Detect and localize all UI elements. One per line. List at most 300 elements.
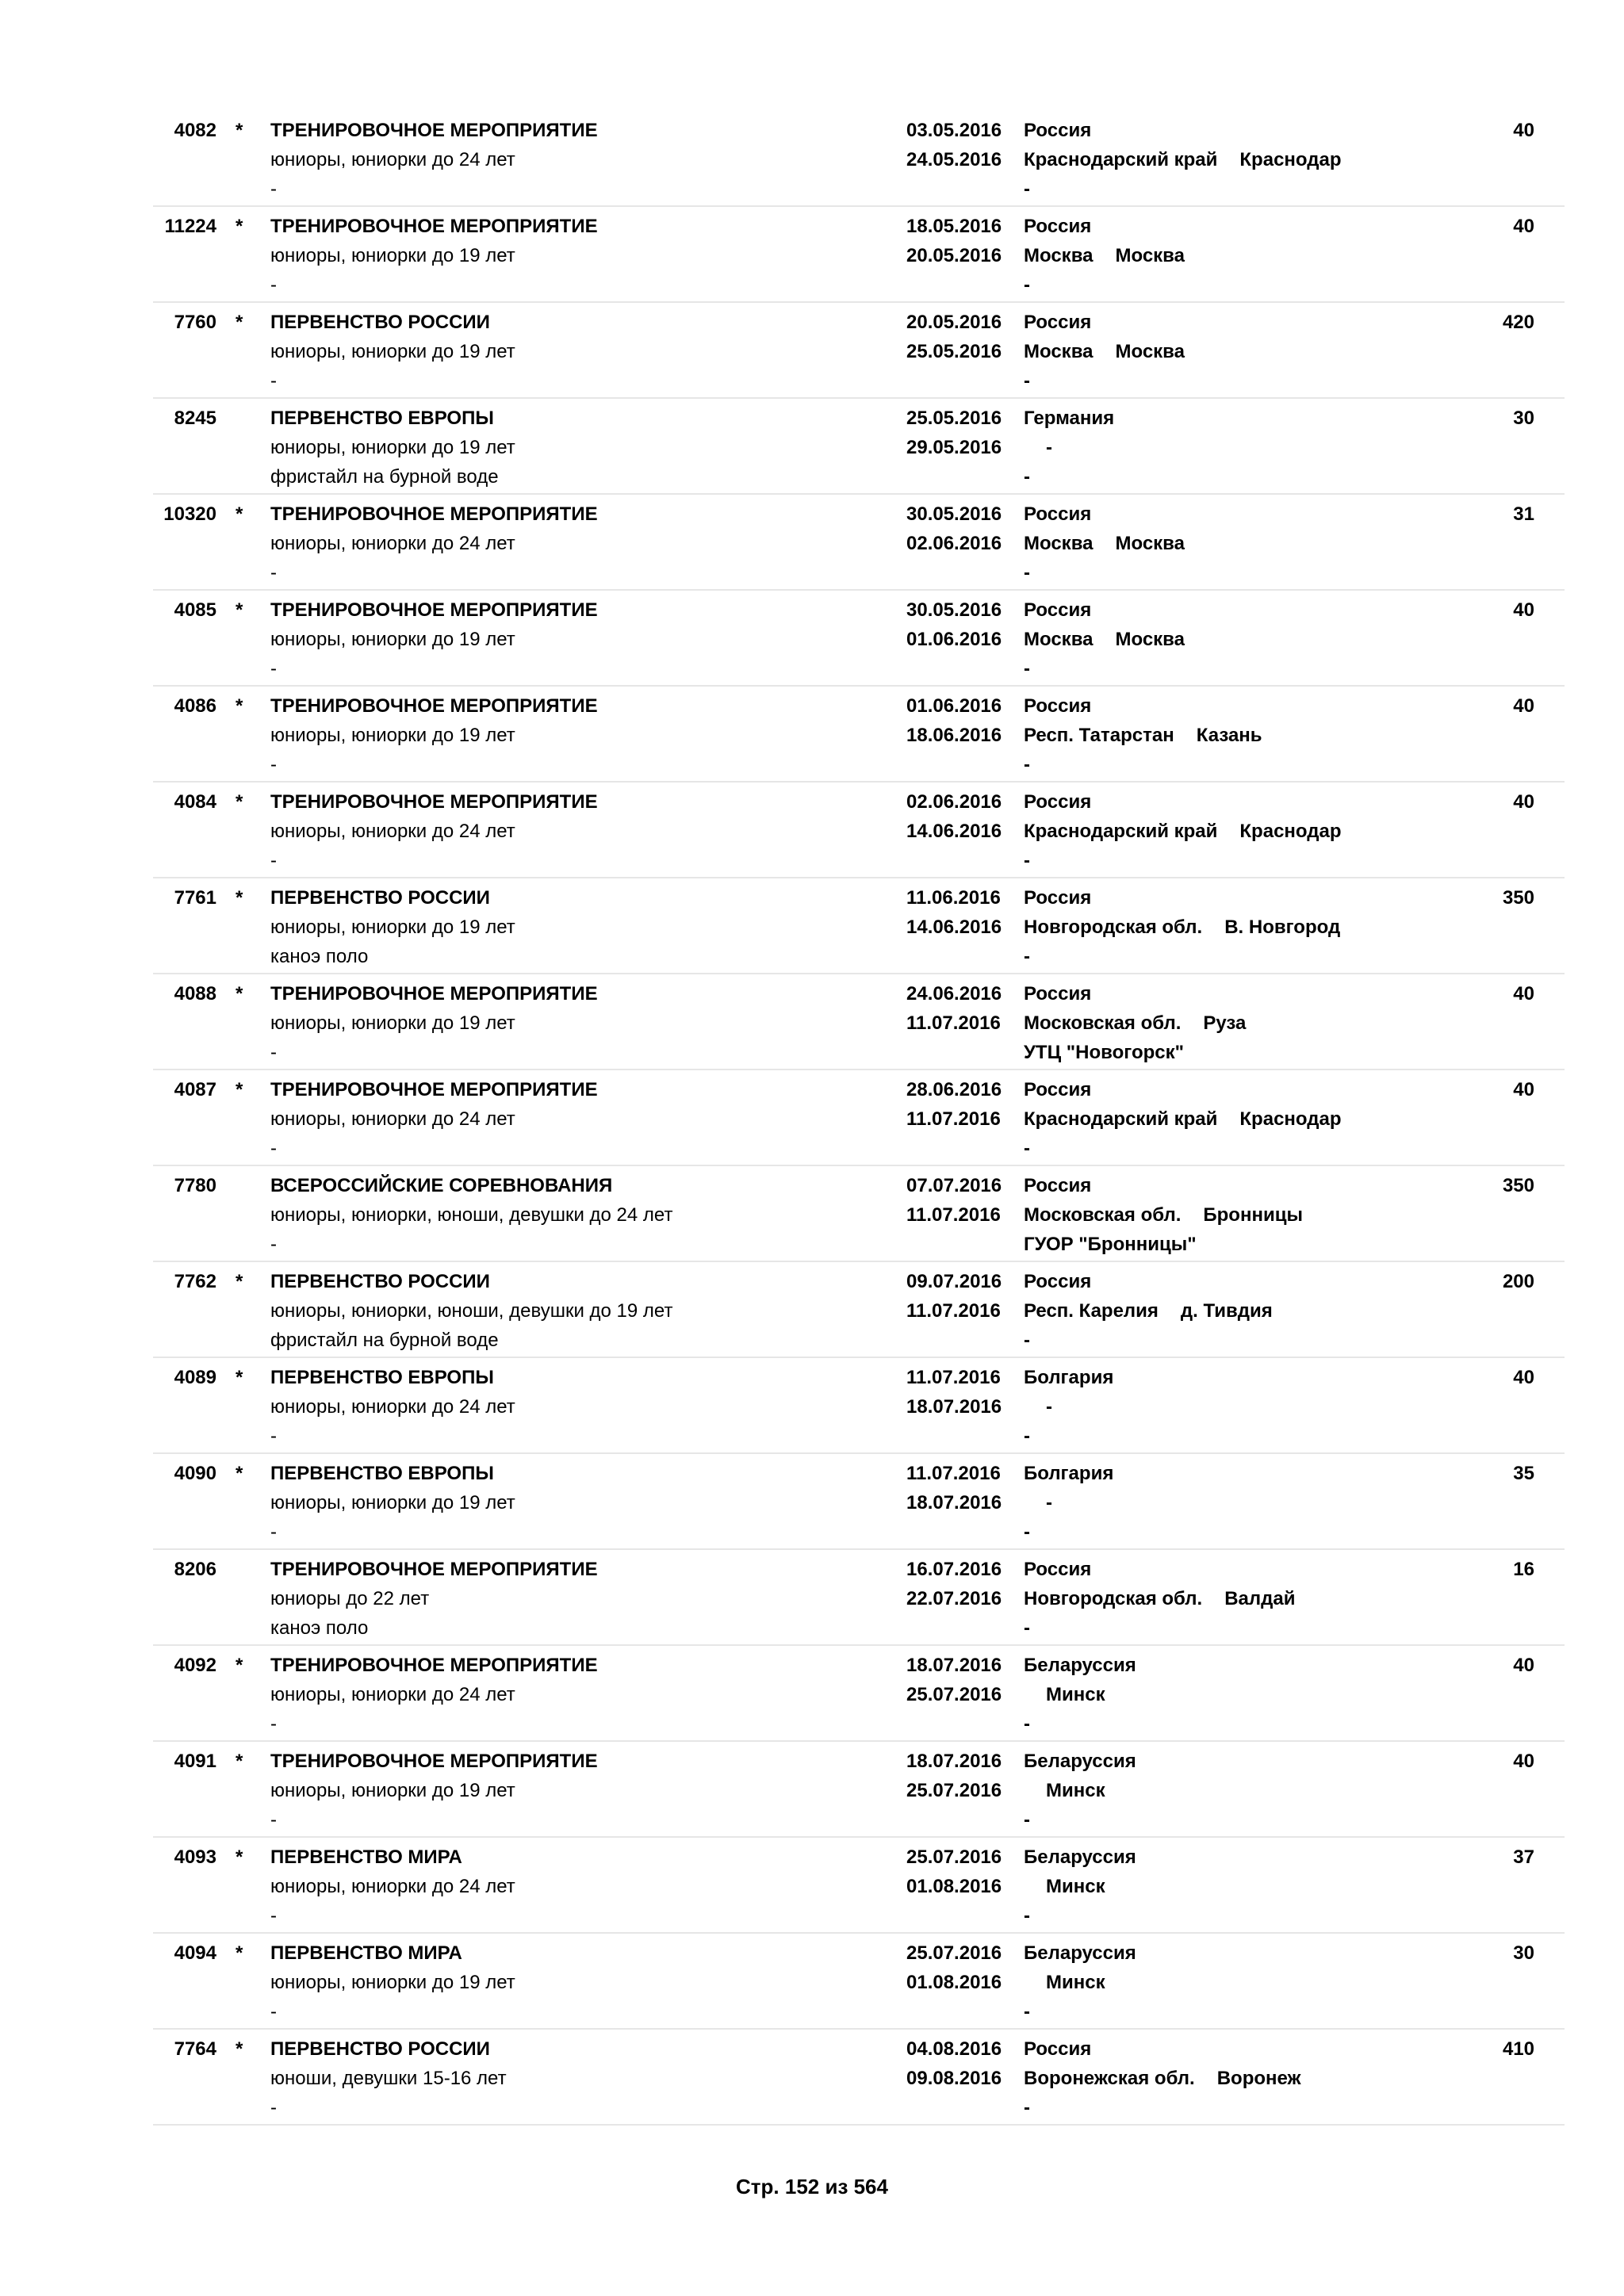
event-info [270, 1363, 515, 1451]
event-discipline: - [270, 850, 277, 871]
event-row [153, 1358, 1565, 1454]
event-category: юниоры, юниорки до 19 лет [270, 1780, 515, 1801]
event-country: Беларуссия [1024, 1655, 1136, 1676]
event-city: - [1046, 1492, 1052, 1513]
event-title: ТРЕНИРОВОЧНОЕ МЕРОПРИЯТИЕ [270, 1751, 598, 1772]
event-region-city [1024, 721, 1262, 750]
event-start-date: 18.07.2016 [906, 1655, 1002, 1676]
event-discipline: - [270, 2001, 277, 2022]
event-city: Краснодар [1239, 149, 1342, 170]
event-venue: - [1024, 1617, 1030, 1639]
event-discipline: - [270, 370, 277, 392]
event-venue: - [1024, 1425, 1030, 1447]
event-row [153, 783, 1565, 878]
event-city: Бронницы [1203, 1204, 1303, 1226]
event-title: ТРЕНИРОВОЧНОЕ МЕРОПРИЯТИЕ [270, 503, 598, 525]
event-discipline: - [270, 2097, 277, 2118]
event-start-date: 07.07.2016 [906, 1175, 1002, 1196]
event-start-date: 24.06.2016 [906, 983, 1002, 1004]
event-title: ТРЕНИРОВОЧНОЕ МЕРОПРИЯТИЕ [270, 1559, 598, 1580]
event-city: Москва [1115, 533, 1185, 554]
event-region-city [1024, 1776, 1136, 1805]
event-region-city [1024, 1584, 1295, 1613]
event-category: юниоры, юниорки до 24 лет [270, 533, 515, 554]
event-discipline: каноэ поло [270, 946, 369, 967]
event-title: ТРЕНИРОВОЧНОЕ МЕРОПРИЯТИЕ [270, 1079, 598, 1100]
event-country: Россия [1024, 1079, 1092, 1100]
event-location [1024, 308, 1185, 396]
event-participant-count: 350 [1502, 887, 1534, 909]
event-row [153, 1262, 1565, 1358]
event-city: Краснодар [1239, 821, 1342, 842]
event-dates [906, 212, 1002, 270]
event-region-city [1024, 1296, 1273, 1326]
event-category: юниоры, юниорки до 24 лет [270, 1876, 515, 1897]
event-end-date: 25.07.2016 [906, 1684, 1002, 1705]
event-category: юноши, девушки 15-16 лет [270, 2068, 507, 2089]
event-star-marker: * [236, 887, 243, 909]
event-id: 7780 [174, 1175, 216, 1196]
event-category: юниоры, юниорки до 24 лет [270, 1684, 515, 1705]
event-title: ПЕРВЕНСТВО РОССИИ [270, 1271, 490, 1292]
event-start-date: 11.07.2016 [906, 1463, 1001, 1484]
event-location [1024, 2034, 1301, 2122]
event-id: 7762 [174, 1271, 216, 1292]
event-row [153, 1166, 1565, 1262]
event-id: 4089 [174, 1367, 216, 1388]
event-region-city [1024, 1392, 1113, 1422]
event-dates [906, 1267, 1002, 1326]
event-end-date: 22.07.2016 [906, 1588, 1002, 1609]
event-info [270, 116, 598, 204]
event-dates [906, 1843, 1002, 1901]
event-row [153, 111, 1565, 207]
event-info [270, 1459, 515, 1547]
event-venue: ГУОР "Бронницы" [1024, 1234, 1197, 1255]
event-title: ПЕРВЕНСТВО ЕВРОПЫ [270, 1367, 494, 1388]
event-title: ПЕРВЕНСТВО РОССИИ [270, 312, 490, 333]
event-participant-count: 40 [1513, 1655, 1534, 1676]
event-participant-count: 30 [1513, 1942, 1534, 1964]
event-venue: - [1024, 1905, 1030, 1927]
event-title: ПЕРВЕНСТВО ЕВРОПЫ [270, 1463, 494, 1484]
event-location [1024, 1843, 1136, 1931]
event-venue: - [1024, 1138, 1030, 1159]
event-end-date: 11.07.2016 [906, 1108, 1001, 1130]
event-start-date: 03.05.2016 [906, 120, 1002, 141]
event-start-date: 18.07.2016 [906, 1751, 1002, 1772]
event-id: 4084 [174, 791, 216, 813]
event-country: Германия [1024, 408, 1115, 429]
event-id: 11224 [164, 216, 216, 237]
event-id: 4090 [174, 1463, 216, 1484]
event-start-date: 30.05.2016 [906, 503, 1002, 525]
event-discipline: - [270, 1425, 277, 1447]
event-dates [906, 1363, 1002, 1422]
event-id: 4087 [174, 1079, 216, 1100]
event-star-marker: * [236, 1655, 243, 1676]
event-country: Россия [1024, 2038, 1092, 2060]
event-star-marker: * [236, 983, 243, 1004]
event-title: ТРЕНИРОВОЧНОЕ МЕРОПРИЯТИЕ [270, 1655, 598, 1676]
event-row [153, 303, 1565, 399]
event-participant-count: 40 [1513, 120, 1534, 141]
event-region: Москва [1024, 629, 1094, 650]
event-end-date: 11.07.2016 [906, 1012, 1001, 1034]
event-dates [906, 2034, 1002, 2093]
event-dates [906, 308, 1002, 366]
event-end-date: 18.06.2016 [906, 725, 1002, 746]
event-title: ПЕРВЕНСТВО МИРА [270, 1846, 462, 1868]
event-dates [906, 404, 1002, 462]
event-venue: - [1024, 946, 1030, 967]
event-venue: - [1024, 850, 1030, 871]
event-title: ТРЕНИРОВОЧНОЕ МЕРОПРИЯТИЕ [270, 791, 598, 813]
event-title: ТРЕНИРОВОЧНОЕ МЕРОПРИЯТИЕ [270, 120, 598, 141]
event-region: Московская обл. [1024, 1204, 1182, 1226]
event-start-date: 11.06.2016 [906, 887, 1001, 909]
event-region: Новгородская обл. [1024, 1588, 1203, 1609]
event-row [153, 399, 1565, 495]
event-region: Респ. Татарстан [1024, 725, 1174, 746]
event-location [1024, 1267, 1273, 1355]
event-info [270, 691, 598, 779]
event-star-marker: * [236, 216, 243, 237]
event-city: Москва [1115, 629, 1185, 650]
event-venue: - [1024, 1521, 1030, 1543]
event-title: ПЕРВЕНСТВО РОССИИ [270, 887, 490, 909]
event-region-city [1024, 433, 1114, 462]
event-star-marker: * [236, 791, 243, 813]
event-info [270, 1075, 598, 1163]
event-city: - [1046, 1396, 1052, 1418]
event-participant-count: 410 [1502, 2038, 1534, 2060]
event-location [1024, 1747, 1136, 1835]
event-category: юниоры, юниорки до 19 лет [270, 1492, 515, 1513]
event-country: Россия [1024, 1271, 1092, 1292]
event-city: Краснодар [1239, 1108, 1342, 1130]
event-city: Минск [1046, 1780, 1105, 1801]
event-title: ПЕРВЕНСТВО МИРА [270, 1942, 462, 1964]
event-start-date: 04.08.2016 [906, 2038, 1002, 2060]
event-location [1024, 979, 1246, 1067]
event-participant-count: 40 [1513, 216, 1534, 237]
event-end-date: 02.06.2016 [906, 533, 1002, 554]
event-id: 8206 [174, 1559, 216, 1580]
event-region-city [1024, 337, 1185, 366]
event-region-city [1024, 1680, 1136, 1709]
event-dates [906, 116, 1002, 174]
event-location [1024, 1363, 1113, 1451]
event-city: Москва [1115, 341, 1185, 362]
event-participant-count: 16 [1513, 1559, 1534, 1580]
event-end-date: 14.06.2016 [906, 821, 1002, 842]
event-region-city [1024, 1488, 1113, 1517]
event-row [153, 2030, 1565, 2126]
event-title: ТРЕНИРОВОЧНОЕ МЕРОПРИЯТИЕ [270, 695, 598, 717]
event-star-marker: * [236, 1079, 243, 1100]
event-region: Респ. Карелия [1024, 1300, 1159, 1322]
event-participant-count: 420 [1502, 312, 1534, 333]
event-row [153, 1838, 1565, 1934]
event-venue: - [1024, 466, 1030, 488]
event-category: юниоры, юниорки до 19 лет [270, 629, 515, 650]
event-city: д. Тивдия [1180, 1300, 1273, 1322]
event-discipline: - [270, 274, 277, 296]
event-region: Москва [1024, 245, 1094, 266]
event-country: Беларуссия [1024, 1846, 1136, 1868]
event-star-marker: * [236, 695, 243, 717]
event-location [1024, 691, 1262, 779]
event-participant-count: 350 [1502, 1175, 1534, 1196]
event-info [270, 2034, 507, 2122]
event-id: 4085 [174, 599, 216, 621]
event-region: Воронежская обл. [1024, 2068, 1195, 2089]
event-row [153, 687, 1565, 783]
event-info [270, 979, 598, 1067]
event-end-date: 11.07.2016 [906, 1204, 1001, 1226]
event-id: 4086 [174, 695, 216, 717]
event-country: Россия [1024, 1175, 1092, 1196]
event-country: Россия [1024, 695, 1092, 717]
event-id: 7764 [174, 2038, 216, 2060]
event-location [1024, 1555, 1295, 1643]
event-start-date: 11.07.2016 [906, 1367, 1001, 1388]
event-venue: - [1024, 754, 1030, 775]
event-end-date: 01.08.2016 [906, 1876, 1002, 1897]
event-discipline: - [270, 562, 277, 584]
event-id: 7761 [174, 887, 216, 909]
event-id: 7760 [174, 312, 216, 333]
event-discipline: - [270, 1138, 277, 1159]
event-end-date: 18.07.2016 [906, 1492, 1002, 1513]
event-region-city [1024, 817, 1342, 846]
event-dates [906, 1075, 1002, 1134]
event-category: юниоры, юниорки до 19 лет [270, 437, 515, 458]
event-info [270, 1555, 598, 1643]
event-star-marker: * [236, 1367, 243, 1388]
event-city: Москва [1115, 245, 1185, 266]
event-region-city [1024, 1968, 1136, 1997]
event-start-date: 25.05.2016 [906, 408, 1002, 429]
event-city: Руза [1203, 1012, 1247, 1034]
event-start-date: 28.06.2016 [906, 1079, 1002, 1100]
event-participant-count: 37 [1513, 1846, 1534, 1868]
event-discipline: фристайл на бурной воде [270, 466, 499, 488]
event-dates [906, 979, 1002, 1038]
event-star-marker: * [236, 503, 243, 525]
event-dates [906, 1747, 1002, 1805]
event-country: Беларуссия [1024, 1942, 1136, 1964]
event-discipline: - [270, 754, 277, 775]
event-category: юниоры, юниорки, юноши, девушки до 24 лет [270, 1204, 673, 1226]
event-discipline: - [270, 1905, 277, 1927]
event-venue: УТЦ "Новогорск" [1024, 1042, 1184, 1063]
event-location [1024, 1651, 1136, 1739]
event-star-marker: * [236, 1463, 243, 1484]
event-end-date: 25.07.2016 [906, 1780, 1002, 1801]
event-country: Болгария [1024, 1367, 1114, 1388]
event-participant-count: 40 [1513, 983, 1534, 1004]
event-id: 4091 [174, 1751, 216, 1772]
event-dates [906, 1459, 1002, 1517]
event-participant-count: 30 [1513, 408, 1534, 429]
event-id: 4088 [174, 983, 216, 1004]
event-category: юниоры, юниорки до 24 лет [270, 1396, 515, 1418]
event-participant-count: 40 [1513, 599, 1534, 621]
event-city: Казань [1196, 725, 1262, 746]
event-discipline: - [270, 1521, 277, 1543]
event-city: Минск [1046, 1876, 1105, 1897]
event-dates [906, 1651, 1002, 1709]
event-end-date: 09.08.2016 [906, 2068, 1002, 2089]
event-id: 4082 [174, 120, 216, 141]
event-dates [906, 787, 1002, 846]
event-location [1024, 116, 1342, 204]
event-discipline: - [270, 1809, 277, 1831]
event-row [153, 591, 1565, 687]
event-star-marker: * [236, 599, 243, 621]
page-number: Стр. 152 из 564 [736, 2175, 888, 2198]
event-participant-count: 40 [1513, 791, 1534, 813]
event-info [270, 212, 598, 300]
event-title: ВСЕРОССИЙСКИЕ СОРЕВНОВАНИЯ [270, 1175, 613, 1196]
event-info [270, 308, 515, 396]
event-row [153, 1070, 1565, 1166]
event-location [1024, 1938, 1136, 2026]
event-category: юниоры, юниорки до 19 лет [270, 341, 515, 362]
event-region: Москва [1024, 341, 1094, 362]
event-location [1024, 1171, 1303, 1259]
event-region: Московская обл. [1024, 1012, 1182, 1034]
event-row [153, 1550, 1565, 1646]
event-row [153, 1934, 1565, 2030]
event-dates [906, 595, 1002, 654]
event-end-date: 01.06.2016 [906, 629, 1002, 650]
event-start-date: 01.06.2016 [906, 695, 1002, 717]
event-category: юниоры, юниорки до 19 лет [270, 916, 515, 938]
event-country: Россия [1024, 791, 1092, 813]
event-id: 8245 [174, 408, 216, 429]
event-category: юниоры, юниорки, юноши, девушки до 19 лет [270, 1300, 673, 1322]
event-location [1024, 595, 1185, 683]
event-venue: - [1024, 274, 1030, 296]
event-discipline: - [270, 1042, 277, 1063]
event-end-date: 29.05.2016 [906, 437, 1002, 458]
event-region: Краснодарский край [1024, 1108, 1218, 1130]
event-category: юниоры, юниорки до 24 лет [270, 821, 515, 842]
event-participant-count: 40 [1513, 1751, 1534, 1772]
event-location [1024, 1459, 1113, 1547]
event-start-date: 20.05.2016 [906, 312, 1002, 333]
event-city: Валдай [1224, 1588, 1296, 1609]
event-location [1024, 404, 1114, 492]
event-region: Москва [1024, 533, 1094, 554]
event-start-date: 02.06.2016 [906, 791, 1002, 813]
event-info [270, 1843, 515, 1931]
event-country: Россия [1024, 1559, 1092, 1580]
event-info [270, 1171, 672, 1259]
event-discipline: - [270, 178, 277, 200]
event-region-city [1024, 1872, 1136, 1901]
event-discipline: - [270, 1713, 277, 1735]
event-discipline: - [270, 1234, 277, 1255]
event-dates [906, 1555, 1002, 1613]
event-row [153, 207, 1565, 303]
event-region-city [1024, 241, 1185, 270]
event-start-date: 16.07.2016 [906, 1559, 1002, 1580]
event-country: Россия [1024, 503, 1092, 525]
event-star-marker: * [236, 2038, 243, 2060]
event-location [1024, 1075, 1342, 1163]
event-venue: - [1024, 1809, 1030, 1831]
event-info [270, 1938, 515, 2026]
event-dates [906, 1938, 1002, 1997]
event-category: юниоры, юниорки до 19 лет [270, 1972, 515, 1993]
event-city: Минск [1046, 1684, 1105, 1705]
event-country: Россия [1024, 887, 1092, 909]
event-region-city [1024, 625, 1185, 654]
event-region-city [1024, 913, 1340, 942]
event-start-date: 09.07.2016 [906, 1271, 1002, 1292]
event-country: Россия [1024, 120, 1092, 141]
event-info [270, 787, 598, 875]
event-star-marker: * [236, 1942, 243, 1964]
event-category: юниоры, юниорки до 24 лет [270, 1108, 515, 1130]
event-id: 10320 [163, 503, 216, 525]
event-country: Россия [1024, 599, 1092, 621]
event-dates [906, 883, 1002, 942]
event-row [153, 1646, 1565, 1742]
event-info [270, 1267, 672, 1355]
event-title: ТРЕНИРОВОЧНОЕ МЕРОПРИЯТИЕ [270, 983, 598, 1004]
event-venue: - [1024, 178, 1030, 200]
event-info [270, 1651, 598, 1739]
event-row [153, 974, 1565, 1070]
event-location [1024, 499, 1185, 587]
event-dates [906, 691, 1002, 750]
event-start-date: 30.05.2016 [906, 599, 1002, 621]
event-end-date: 20.05.2016 [906, 245, 1002, 266]
event-venue: - [1024, 658, 1030, 679]
event-region-city [1024, 1104, 1342, 1134]
event-discipline: каноэ поло [270, 1617, 369, 1639]
event-info [270, 595, 598, 683]
event-info [270, 499, 598, 587]
event-region-city [1024, 1200, 1303, 1230]
event-participant-count: 40 [1513, 695, 1534, 717]
event-star-marker: * [236, 1846, 243, 1868]
event-location [1024, 787, 1342, 875]
event-city: Минск [1046, 1972, 1105, 1993]
event-list [153, 111, 1565, 2126]
event-end-date: 25.05.2016 [906, 341, 1002, 362]
event-dates [906, 499, 1002, 558]
event-title: ТРЕНИРОВОЧНОЕ МЕРОПРИЯТИЕ [270, 216, 598, 237]
event-start-date: 25.07.2016 [906, 1846, 1002, 1868]
event-venue: - [1024, 2097, 1030, 2118]
event-city: Воронеж [1216, 2068, 1301, 2089]
event-participant-count: 35 [1513, 1463, 1534, 1484]
event-title: ПЕРВЕНСТВО ЕВРОПЫ [270, 408, 494, 429]
event-country: Россия [1024, 312, 1092, 333]
event-star-marker: * [236, 1751, 243, 1772]
event-discipline: фристайл на бурной воде [270, 1330, 499, 1351]
event-star-marker: * [236, 312, 243, 333]
event-region-city [1024, 145, 1342, 174]
event-info [270, 883, 515, 971]
event-category: юниоры, юниорки до 24 лет [270, 149, 515, 170]
